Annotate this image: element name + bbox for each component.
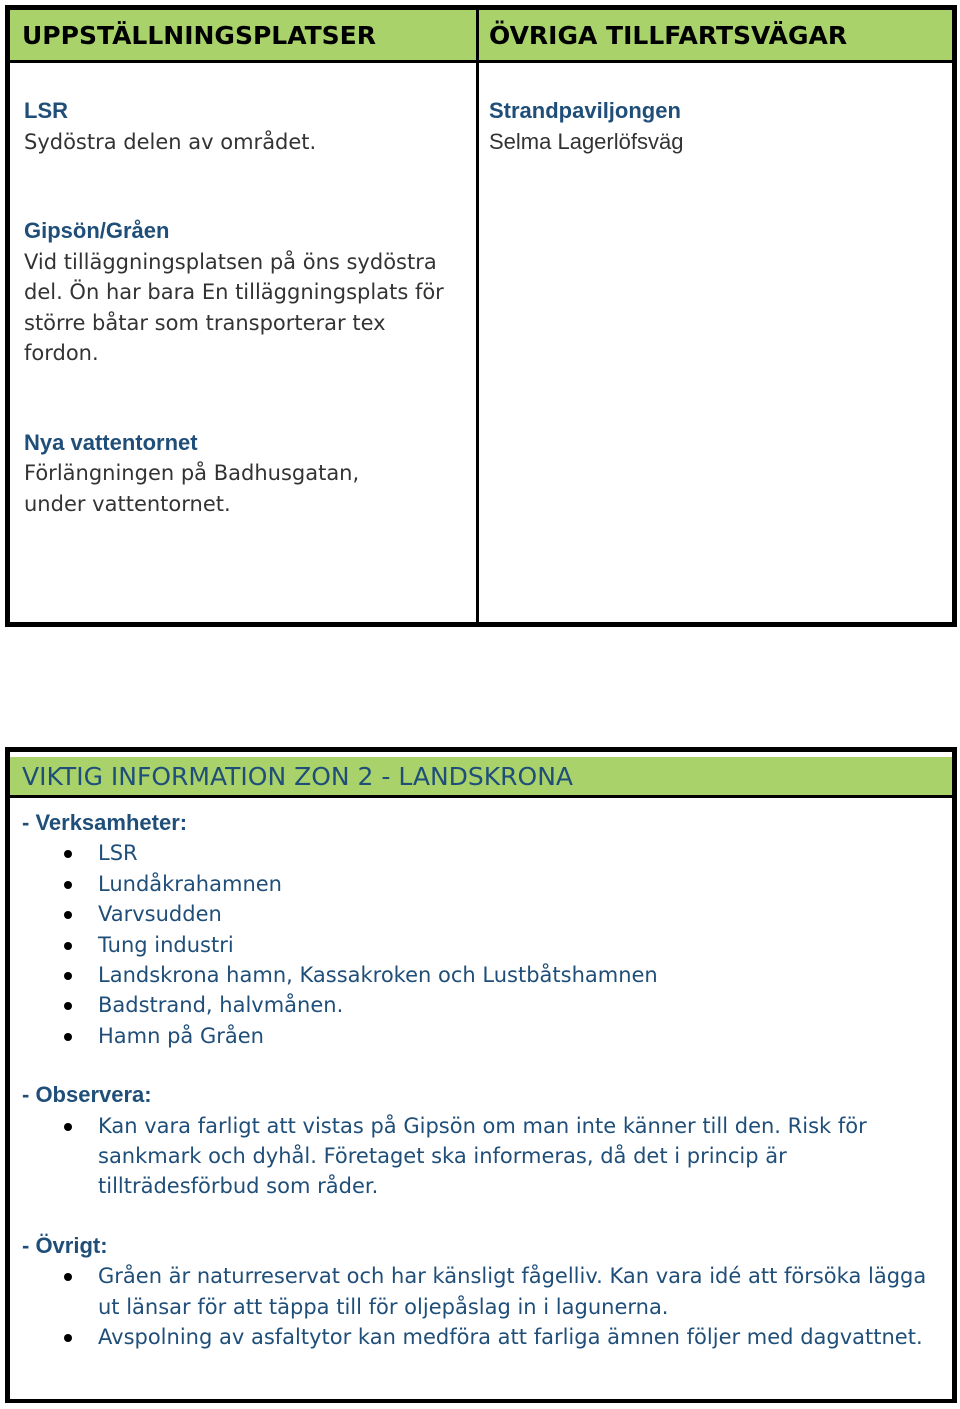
other-list (22, 1261, 952, 1352)
list-item: Gråen är naturreservat och har känsligt fågelliv. Kan vara idé att försöka lägga ut länsar för att täppa till för oljepåslag in i lagunerna. (22, 1261, 952, 1322)
header-other-access-roads: ÖVRIGA TILLFARTSVÄGAR (479, 10, 952, 60)
table-header (10, 10, 952, 63)
header-staging-areas: UPPSTÄLLNINGSPLATSER (10, 10, 479, 60)
list-item: LSR (22, 838, 952, 868)
operations-list (22, 838, 952, 1051)
staging-areas-column (10, 63, 479, 622)
access-roads-column (479, 63, 952, 622)
list-item (24, 216, 476, 369)
list-item: Badstrand, halvmånen. (22, 990, 952, 1020)
entry-name: Gipsön/Gråen (24, 218, 170, 243)
info-body (10, 798, 952, 1353)
entry-name: LSR (24, 98, 68, 123)
list-item: Tung industri (22, 930, 952, 960)
entry-desc: Förlängningen på Badhusgatan, under vattentornet. (24, 461, 360, 516)
list-item (489, 96, 952, 157)
entry-desc: Selma Lagerlöfsväg (489, 128, 684, 154)
list-item: Lundåkrahamnen (22, 869, 952, 899)
info-box (5, 747, 957, 1403)
list-item: Avspolning av asfaltytor kan medföra att farliga ämnen följer med dagvattnet. (22, 1322, 952, 1352)
entry-name: Nya vattentornet (24, 429, 198, 455)
section-title: - Observera: (22, 1082, 152, 1108)
entry-desc: Sydöstra delen av området. (24, 129, 317, 154)
observe-list (22, 1111, 952, 1202)
list-item (24, 428, 476, 520)
staging-table (5, 5, 957, 627)
entry-desc: Vid tilläggningsplatsen på öns sydöstra del. Ön har bara En tilläggningsplats för större båtar som transporterar tex fordon. (24, 249, 444, 365)
list-item (24, 96, 476, 157)
entry-name: Strandpaviljongen (489, 98, 681, 123)
list-item: Varvsudden (22, 899, 952, 929)
section-title: - Övrigt: (22, 1232, 108, 1258)
section-title: - Verksamheter: (22, 810, 188, 835)
list-item: Kan vara farligt att vistas på Gipsön om man inte känner till den. Risk för sankmark och dyhål. Företaget ska informeras, då det i princip är tillträdesförbud som råder. (22, 1111, 952, 1202)
info-header: VIKTIG INFORMATION ZON 2 - LANDSKRONA (10, 757, 952, 798)
list-item: Hamn på Gråen (22, 1021, 952, 1051)
list-item: Landskrona hamn, Kassakroken och Lustbåtshamnen (22, 960, 952, 990)
